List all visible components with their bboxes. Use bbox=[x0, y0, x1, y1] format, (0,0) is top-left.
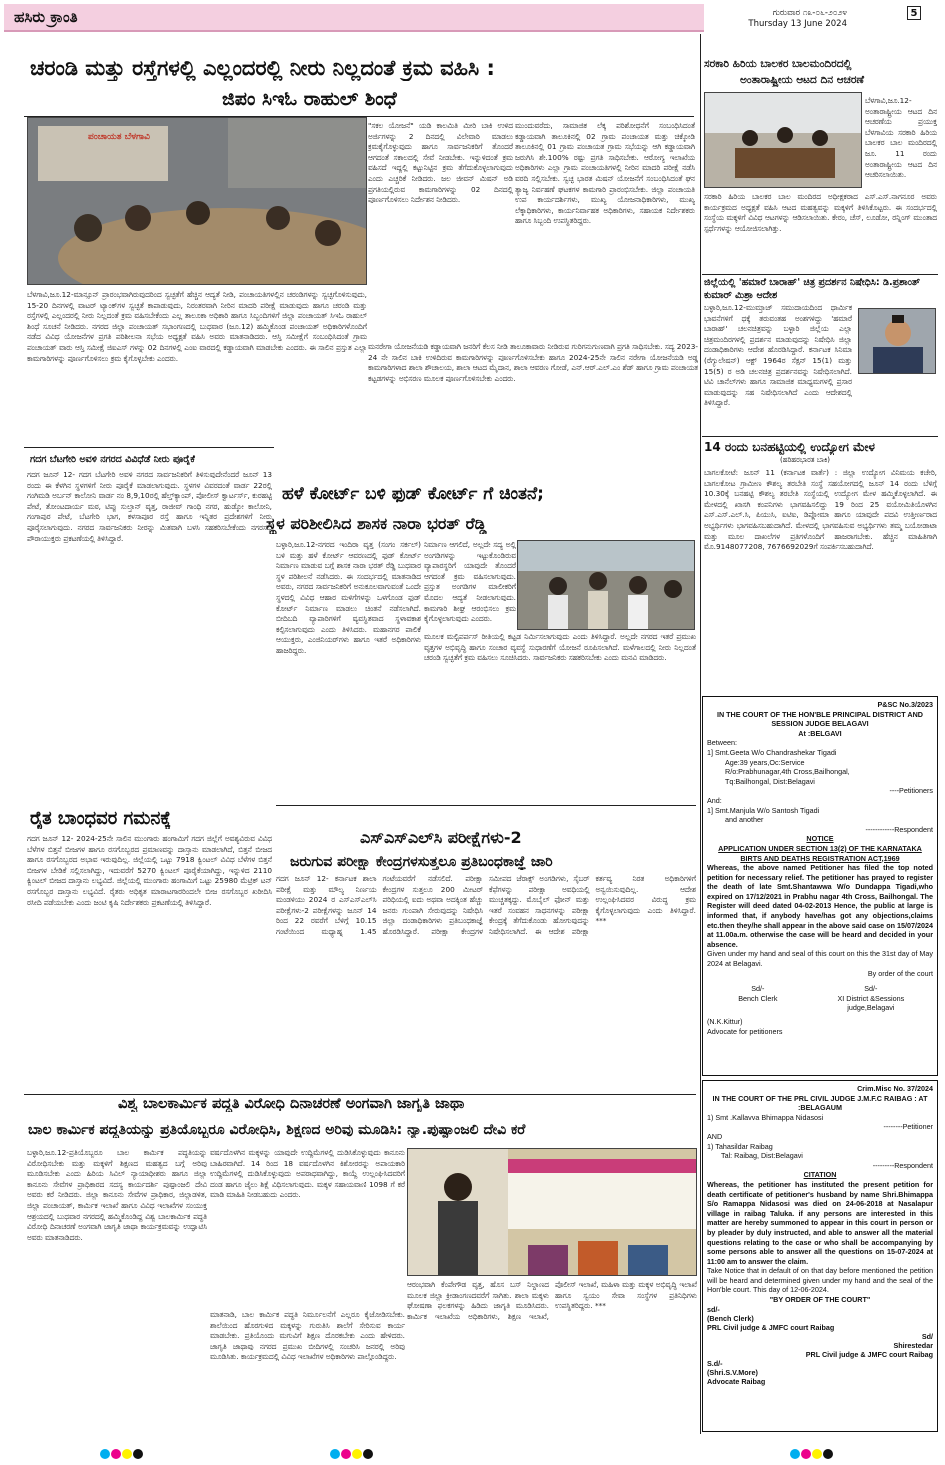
magenta-dot bbox=[341, 1449, 351, 1459]
awareness-event-photo bbox=[407, 1148, 697, 1276]
notice1-given: Given under my hand and seal of this court on this the 31st day of May 2024 at Belagavi. bbox=[707, 949, 933, 969]
child-labour-body-a: ಬಳ್ಳಾರಿ,ಜೂ.12-ಪ್ರತಿಯೊಬ್ಬರೂ ಬಾಲ ಕಾರ್ಮಿಕ ಪದ್ಧತಿಯನ್ನು ವಿರೋಧಿಸಬೇಕು ಮತ್ತು ಮಕ್ಕಳಿಗೆ ಶಿಕ್ಷಣದ ಮಹತ್ವದ ಬಗ್ಗೆ ಅರಿವು ಮೂಡಿಸಬೇಕು ಎಂದು ಹಿರಿಯ ಸಿವಿಲ್ ನ್ಯಾಯಾಧೀಶರು ಹಾಗೂ ಜಿಲ್ಲಾ ಕಾನೂನು ಸೇವೆಗಳ ಪ್ರಾಧಿಕಾರದ ಸದಸ್ಯ ಕಾರ್ಯದರ್ಶಿ ಪುಷ್ಪಾಂಜಲಿ ದೇವಿ ಅವರು ಕರೆ ನೀಡಿದರು. ಜಿಲ್ಲಾ ಕಾನೂನು ಸೇವೆಗಳ ಪ್ರಾಧಿಕಾರ, ಜಿಲ್ಲಾಡಳಿತ, ಜಿಲ್ಲಾ ಪಂಚಾಯತ್, ಕಾರ್ಮಿಕ ಇಲಾಖೆ ಹಾಗೂ ವಿವಿಧ ಇಲಾಖೆಗಳ ಸಂಯುಕ್ತ ಆಶ್ರಯದಲ್ಲಿ ಬುಧವಾರ ನಗರದಲ್ಲಿ ಹಮ್ಮಿಕೊಂಡಿದ್ದ ವಿಶ್ವ ಬಾಲಕಾರ್ಮಿಕ ಪದ್ಧತಿ ವಿರೋಧಿ ದಿನಾಚರಣೆ ಅಂಗವಾಗಿ ಜಾಗೃತಿ ಜಾಥಾ ಕಾರ್ಯಕ್ರಮವನ್ನು ಉದ್ಘಾಟಿಸಿ ಅವರು ಮಾತನಾಡಿದರು. bbox=[27, 1148, 207, 1242]
notice1-respondent: ------------Respondent bbox=[865, 824, 933, 834]
game-day-headline: ಸರಕಾರಿ ಹಿರಿಯ ಬಾಲಕರ ಬಾಲಮಂದಿರದಲ್ಲಿ bbox=[704, 58, 852, 70]
cyan-dot bbox=[790, 1449, 800, 1459]
notice2-r1: 1) Tahasildar Raibag bbox=[707, 1141, 773, 1151]
child-labour-body-c: ಮಾತನಾಡಿ, ಬಾಲ ಕಾರ್ಮಿಕ ಪದ್ಧತಿ ನಿರ್ಮೂಲನೆಗೆ ಎಲ್ಲರೂ ಕೈಜೋಡಿಸಬೇಕು. ಶಾಲೆಯಿಂದ ಹೊರಗುಳಿದ ಮಕ್ಕಳನ್ನು ಗುರುತಿಸಿ ಶಾಲೆಗೆ ಸೇರಿಸುವ ಕಾರ್ಯ ಮಾಡಬೇಕು. ಪ್ರತಿಯೊಂದು ಮಗುವಿಗೆ ಶಿಕ್ಷಣ ದೊರಕಬೇಕು ಎಂದು ಹೇಳಿದರು. ಜಾಗೃತಿ ಜಾಥಾವು ನಗರದ ಪ್ರಮುಖ ಬೀದಿಗಳಲ್ಲಿ ಸಂಚರಿಸಿ ಜನರಲ್ಲಿ ಅರಿವು ಮೂಡಿಸಿತು. ಕಾರ್ಯಕ್ರಮದಲ್ಲಿ ವಿವಿಧ ಇಲಾಖೆಗಳ ಅಧಿಕಾರಿಗಳು ಪಾಲ್ಗೊಂಡಿದ್ದರು. bbox=[210, 1310, 405, 1362]
notice1-judge: judge,Belagavi bbox=[847, 1003, 895, 1013]
divider bbox=[702, 274, 938, 275]
registration-dots-center bbox=[330, 1444, 374, 1463]
notice2-and: AND bbox=[707, 1131, 723, 1141]
meeting-photo bbox=[27, 117, 367, 285]
story1-subheadline: ಜಿಪಂ ಸಿಇಓ ರಾಹುಲ್ ಶಿಂಧೆ bbox=[222, 88, 397, 110]
food-court-headline: ಹಳೆ ಕೋರ್ಟ್ ಬಳಿ ಫುಡ್ ಕೋರ್ಟ್ ಗೆ ಚಿಂತನೆ; bbox=[282, 484, 544, 504]
food-court-body-a: ಬಳ್ಳಾರಿ,ಜೂ.12-ನಗರದ ಇಂದಿರಾ ವೃತ್ತ (ಸಂಗಂ ಸರ್ಕಲ್) ಬಳಿ ಮತ್ತು ಹಳೆ ಕೋರ್ಟ್ ಆವರಣದಲ್ಲಿ ಫುಡ್ ಕೋರ್ಟ್ ನಿರ್ಮಾಣ ಮಾಡುವ ಬಗ್ಗೆ ಶಾಸಕ ನಾರಾ ಭರತ್ ರೆಡ್ಡಿ ಬುಧವಾರ ಸ್ಥಳ ಪರಿಶೀಲನೆ ನಡೆಸಿದರು. ಈ ಸಂದರ್ಭದಲ್ಲಿ ಮಾತನಾಡಿದ ಅವರು, ನಗರದ ಸಾರ್ವಜನಿಕರಿಗೆ ಅನುಕೂಲವಾಗುವಂತೆ ಒಂದೇ ಸ್ಥಳದಲ್ಲಿ ವಿವಿಧ ಆಹಾರ ಮಳಿಗೆಗಳನ್ನು ಒಳಗೊಂಡ ಫುಡ್ ಕೋರ್ಟ್ ನಿರ್ಮಾಣ ಮಾಡಲು ಚಿಂತನೆ ನಡೆಸಲಾಗಿದೆ. ಬೀದಿಬದಿ ವ್ಯಾಪಾರಿಗಳಿಗೆ ವ್ಯವಸ್ಥಿತವಾದ ಸ್ಥಳಾವಕಾಶ ಕಲ್ಪಿಸಲಾಗುವುದು ಎಂದು ತಿಳಿಸಿದರು. ಮಹಾನಗರ ಪಾಲಿಕೆ ಆಯುಕ್ತರು, ಎಂಜಿನಿಯರ್‌ಗಳು ಹಾಗೂ ಇತರೆ ಅಧಿಕಾರಿಗಳು ಹಾಜರಿದ್ದರು. bbox=[276, 540, 421, 655]
notice1-sd1: Sd/- bbox=[751, 984, 765, 994]
divider bbox=[24, 447, 274, 448]
notice2-respondent: ---------Respondent bbox=[872, 1160, 933, 1170]
official-portrait-photo bbox=[858, 308, 936, 374]
child-labour-body-d: ಆರಂಭವಾಗಿ ಕೆಂಪೇಗೌಡ ವೃತ್ತ, ಹೊಸ ಬಸ್ ನಿಲ್ದಾಣದ ಮೂಲಕ ಜಿಲ್ಲಾ ಕ್ರೀಡಾಂಗಣದವರೆಗೆ ಸಾಗಿತು. ಶಾಲಾ ಮಕ್ಕಳು ಘೋಷಣಾ ಫಲಕಗಳನ್ನು ಹಿಡಿದು ಜಾಗೃತಿ ಮೂಡಿಸಿದರು. ಕಾರ್ಮಿಕ ಇಲಾಖೆಯ ಅಧಿಕಾರಿಗಳು, ಶಿಕ್ಷಣ ಇಲಾಖೆ, ಪೊಲೀಸ್ ಇಲಾಖೆ, ಮಹಿಳಾ ಮತ್ತು ಮಕ್ಕಳ ಅಭಿವೃದ್ಧಿ ಇಲಾಖೆ ಹಾಗೂ ಸ್ವಯಂ ಸೇವಾ ಸಂಸ್ಥೆಗಳ ಪ್ರತಿನಿಧಿಗಳು ಉಪಸ್ಥಿತರಿದ್ದರು. *** bbox=[407, 1280, 697, 1321]
yellow-dot bbox=[812, 1449, 822, 1459]
masthead-bar bbox=[4, 4, 704, 32]
notice2-r2: Tal: Raibag, Dist:Belagavi bbox=[721, 1151, 803, 1161]
notice1-order: By order of the court bbox=[867, 968, 933, 978]
farmers-notice-headline: ರೈತ ಬಾಂಧವರ ಗಮನಕ್ಕೆ bbox=[30, 808, 171, 829]
notice2-take: Take Notice that in default of on that day before mentioned the petition will be heard and determined given under my hand and the seal of the Hon'ble court. This day of 12-06-2024. bbox=[707, 1266, 933, 1295]
notice1-r2: and another bbox=[725, 815, 764, 825]
notice1-ref: P&SC No.3/2023 bbox=[877, 700, 933, 709]
notice2-adv-role: Advocate Raibag bbox=[707, 1376, 766, 1386]
notice2-sd1: sd/- bbox=[707, 1304, 720, 1314]
notice1-adv-role: Advocate for petitioners bbox=[707, 1026, 783, 1036]
farmers-notice-body: ಗದಗ ಜೂನ್ 12- 2024-25ನೇ ಸಾಲಿನ ಮುಂಗಾರು ಹಂಗಾಮಿಗೆ ಗದಗ ಜಿಲ್ಲೆಗೆ ಅವಶ್ಯವಿರುವ ವಿವಿಧ ಬೆಳೆಗಳ ಬಿತ್ತನೆ ಬೀಜಗಳ ಹಾಗೂ ರಸಗೊಬ್ಬರದ ಪ್ರಮಾಣವನ್ನು ದಾಸ್ತಾನು ಮಾಡಲಾಗಿದೆ, ಬಿತ್ತನೆ ಬೀಜದ ಹಾಗೂ ರಸಗೊಬ್ಬರದ ಅಭಾವ ಇರುವುದಿಲ್ಲ. ಜಿಲ್ಲೆಯಲ್ಲಿ ಒಟ್ಟು 7918 ಕ್ವಿಂಟಲ್ ವಿವಿಧ ಬೆಳೆಗಳ ಬಿತ್ತನೆ ಬೀಜಗಳ ಬೇಡಿಕೆ ಸಲ್ಲಿಸಲಾಗಿದ್ದು, ಇದುವರೆಗೆ 5270 ಕ್ವಿಂಟಲ್ ಪೂರೈಕೆಯಾಗಿದ್ದು, ಇನ್ನುಳಿದ 2110 ಕ್ವಿಂಟಲ್ ಬೀಜದ ದಾಸ್ತಾನು ಲಭ್ಯವಿದೆ. ಜಿಲ್ಲೆಯಲ್ಲಿ ಮುಂಗಾರು ಹಂಗಾಮಿಗೆ ಒಟ್ಟು 25980 ಮೆಟ್ರಿಕ್ ಟನ್ ರಸಗೊಬ್ಬರ ದಾಸ್ತಾನು ಲಭ್ಯವಿದೆ. ರೈತರು ಅಧಿಕೃತ ಮಾರಾಟಗಾರರಿಂದಲೇ ಬೀಜ ರಸಗೊಬ್ಬರ ಖರೀದಿಸಿ ರಸೀದಿ ಪಡೆಯಬೇಕು ಎಂದು ಜಂಟಿ ಕೃಷಿ ನಿರ್ದೇಶಕರು ಪ್ರಕಟಣೆಯಲ್ಲಿ ತಿಳಿಸಿದ್ದಾರೆ. bbox=[27, 834, 272, 907]
black-dot bbox=[363, 1449, 373, 1459]
registration-dots-left bbox=[100, 1444, 144, 1463]
notice1-and: And: bbox=[707, 795, 722, 805]
notice1-petitioners: ----Petitioners bbox=[889, 786, 933, 796]
notice1-application: APPLICATION UNDER SECTION 13(2) OF THE KARNATAKA BIRTS AND DEATHS REGISTRATION ACT,1969 bbox=[718, 843, 922, 863]
notice1-bench: Bench Clerk bbox=[738, 993, 778, 1003]
notice1-advocate: (N.K.Kittur) bbox=[707, 1017, 743, 1026]
notice2-prl2: PRL Civil judge & JMFC court Raibag bbox=[805, 1349, 933, 1359]
notice2-shir: Shirestedar bbox=[893, 1340, 933, 1350]
notice2-adv: (Shri.S.V.More) bbox=[707, 1367, 758, 1377]
job-fair-subhead: (ಹರಿಹರಭಾರತ ಬಾಕಿ) bbox=[780, 456, 830, 464]
mla-site-photo bbox=[517, 540, 695, 630]
film-ban-headline: ಜಿಲ್ಲೆಯಲ್ಲಿ 'ಹಮಾರೆ ಬಾರಾಹ್' ಚಿತ್ರ ಪ್ರದರ್ಶನ ನಿಷೇಧಿಸಿ: ಡಿ.ಪ್ರಶಾಂತ್ ಕುಮಾರ್ ಮಿಶ್ರಾ ಆದೇಶ bbox=[704, 277, 921, 301]
story1-body-d: ಮುಂದುವರೆದು, ಸಾಮಾಜಿಕ ಲೆಕ್ಕ ಪರಿಶೋಧನೆಗೆ ಸಂಬಂಧಿಸಿದಂತೆ ಕಡ್ಡಾಯವಾಗಿ ತಾಲೂಕಿನಲ್ಲಿ 02 ಗ್ರಾಮ ಪಂಚಾಯತ ಮತ್ತು ಚಿಕ್ಕೋಡಿ ತಾಲೂಕಿನಲ್ಲಿ 01 ಗ್ರಾಮ ಪಂಚಾಯತ ಗ್ರಾಮ ಸಭೆಯನ್ನು ಆಗಿ ಕಡ್ಡಾಯವಾಗಿ ಜರುಗಿಸಿ ಶೇ.100% ರಷ್ಟು ಪ್ರಗತಿ ಸಾಧಿಸಬೇಕು. ಆರೋಗ್ಯ ಇಲಾಖೆಯ ಅಧಿಕಾರಿಗಳು ಎಲ್ಲಾ ಗ್ರಾಮ ಪಂಚಾಯತಿಗಳಲ್ಲಿ ನೀರಿನ ಮಾದರಿ ಪರೀಕ್ಷೆ ನಡೆಸಿ ವರದಿ ಸಲ್ಲಿಸಬೇಕು. ಸ್ವಚ್ಛ ಭಾರತ ಮಿಷನ್ ಯೋಜನೆಗೆ ಸಂಬಂಧಿಸಿದಂತೆ ಘನ ತ್ಯಾಜ್ಯ ನಿರ್ವಹಣೆ ಘಟಕಗಳ ಕಾಮಗಾರಿ ಪ್ರಾರಂಭಿಸಬೇಕು. ಜಿಲ್ಲಾ ಪಂಚಾಯತಿ ಉಪ ಕಾರ್ಯದರ್ಶಿಗಳು, ಮುಖ್ಯ ಯೋಜನಾಧಿಕಾರಿಗಳು, ಮುಖ್ಯ ಲೆಕ್ಕಾಧಿಕಾರಿಗಳು, ಕಾರ್ಯನಿರ್ವಾಹಕ ಅಧಿಕಾರಿಗಳು, ಸಹಾಯಕ ನಿರ್ದೇಶಕರು ಹಾಗೂ ಸಿಬ್ಬಂದಿ ಉಪಸ್ಥಿತರಿದ್ದರು. bbox=[515, 121, 695, 226]
issue-date bbox=[748, 8, 847, 30]
issue-date-kannada: ಗುರುವಾರ ೧೩-೦೬-೨೦೨೪ bbox=[772, 8, 847, 18]
food-court-body-b: ನಿರ್ಮಾಣ ಆಗಲಿದೆ, ಅಲ್ಲದೇ ಸದ್ಯ ಅಲ್ಲಿ ಅಂಗಡಿಗಳನ್ನು ಇಟ್ಟುಕೊಂಡಿರುವ ವ್ಯಾಪಾರಸ್ಥರಿಗೆ ಯಾವುದೇ ತೊಂದರೆ ಆಗದಂತೆ ಕ್ರಮ ವಹಿಸಲಾಗುವುದು. ಪ್ರಸ್ತುತ ಅಂಗಡಿಗಳ ಮಾಲೀಕರಿಗೆ ಮೊದಲ ಆದ್ಯತೆ ನೀಡಲಾಗುವುದು. ಕಾಮಗಾರಿ ಶೀಘ್ರ ಆರಂಭಿಸಲು ಕ್ರಮ ಕೈಗೊಳ್ಳಲಾಗುವುದು ಎಂದರು. bbox=[424, 540, 516, 624]
photo-sign-text: ಪಂಚಾಯತ ಬೆಳಗಾವಿ bbox=[88, 132, 150, 142]
sslc-body: ಗದಗ ಜೂನ್ 12- ಕರ್ನಾಟಕ ಶಾಲಾ ಪರೀಕ್ಷೆ ಮತ್ತು ಮೌಲ್ಯ ನಿರ್ಣಯ ಮಂಡಳಿಯು 2024 ರ ಎಸ್‌ಎಸ್‌ಎಲ್‌ಸಿ ಪರೀಕ್ಷೆಗಳು-2 ಪರೀಕ್ಷೆಗಳನ್ನು ಜೂನ್ 14 ರಿಂದ 22 ರವರೆಗೆ ಬೆಳಿಗ್ಗೆ 10.15 ಗಂಟೆಯಿಂದ ಮಧ್ಯಾಹ್ನ 1.45 ಗಂಟೆಯವರೆಗೆ ನಡೆಸಲಿದೆ. ಪರೀಕ್ಷಾ ಕೇಂದ್ರಗಳ ಸುತ್ತಲೂ 200 ಮೀಟರ್ ಪರಿಧಿಯಲ್ಲಿ ಐದು ಅಥವಾ ಅದಕ್ಕಿಂತ ಹೆಚ್ಚು ಜನರು ಗುಂಪಾಗಿ ಸೇರುವುದನ್ನು ನಿಷೇಧಿಸಿ ಜಿಲ್ಲಾ ದಂಡಾಧಿಕಾರಿಗಳು ಪ್ರತಿಬಂಧಕಾಜ್ಞೆ ಹೊರಡಿಸಿದ್ದಾರೆ. ಪರೀಕ್ಷಾ ಕೇಂದ್ರಗಳ ಸಮೀಪದ ಜೆರಾಕ್ಸ್ ಅಂಗಡಿಗಳು, ಸೈಬರ್ ಕೆಫೆಗಳನ್ನು ಪರೀಕ್ಷಾ ಅವಧಿಯಲ್ಲಿ ಮುಚ್ಚತಕ್ಕದ್ದು. ಮೊಬೈಲ್ ಫೋನ್ ಮತ್ತು ಇತರೆ ಸಂವಹನ ಸಾಧನಗಳನ್ನು ಪರೀಕ್ಷಾ ಕೇಂದ್ರಕ್ಕೆ ತೆಗೆದುಕೊಂಡು ಹೋಗುವುದನ್ನು ನಿಷೇಧಿಸಲಾಗಿದೆ. ಈ ಆದೇಶ ಪರೀಕ್ಷಾ ಕರ್ತವ್ಯ ನಿರತ ಅಧಿಕಾರಿಗಳಿಗೆ ಅನ್ವಯಿಸುವುದಿಲ್ಲ. ಆದೇಶ ಉಲ್ಲಂಘಿಸಿದವರ ವಿರುದ್ಧ ಕ್ರಮ ಕೈಗೊಳ್ಳಲಾಗುವುದು ಎಂದು ತಿಳಿಸಿದ್ದಾರೆ. *** bbox=[276, 874, 696, 936]
yellow-dot bbox=[122, 1449, 132, 1459]
yellow-dot bbox=[352, 1449, 362, 1459]
notice1-sd2: Sd/- bbox=[864, 984, 878, 994]
notice2-order: "BY ORDER OF THE COURT" bbox=[769, 1295, 871, 1305]
notice2-ref: Crim.Misc No. 37/2024 bbox=[857, 1084, 933, 1093]
notice1-p1: 1] Smt.Geeta W/o Chandrashekar Tigadi bbox=[707, 747, 837, 757]
notice2-p1: 1) Smt .Kallavva Bhimappa Nidasosi bbox=[707, 1112, 824, 1122]
notice1-p2: Age:39 years,Oc:Service bbox=[725, 757, 805, 767]
notice2-court: IN THE COURT OF THE PRL CIVIL JUDGE J.M.F.C RAIBAG : AT :BELAGAUM bbox=[712, 1093, 928, 1113]
court-notice-1 bbox=[702, 696, 938, 1076]
notice1-court: IN THE COURT OF THE HON'BLE PRINCIPAL DISTRICT AND SESSION JUDGE BELAGAVI bbox=[716, 709, 924, 729]
notice2-prl: PRL Civil judge & JMFC court Raibag bbox=[707, 1322, 835, 1332]
notice1-r1: 1] Smt.Manjula W/o Santosh Tigadi bbox=[707, 805, 820, 815]
notice2-sd2: Sd/ bbox=[921, 1331, 933, 1341]
black-dot bbox=[133, 1449, 143, 1459]
notice1-p3: R/o:Prabhunagar,4th Cross,Bailhongal, bbox=[725, 767, 850, 777]
divider bbox=[276, 805, 696, 806]
film-ban-body: ಬಳ್ಳಾರಿ,ಜೂ.12-ಮುಮ್ತಾಜ್ ಸಮುದಾಯದಿಂದ ಧಾರ್ಮಿಕ ಭಾವನೆಗಳಿಗೆ ಧಕ್ಕೆ ತರುವಂತಹ ಅಂಶಗಳಿದ್ದು 'ಹಮಾರೆ ಬಾರಾಹ್' ಚಲನಚಿತ್ರವನ್ನು ಬಳ್ಳಾರಿ ಜಿಲ್ಲೆಯ ಎಲ್ಲಾ ಚಿತ್ರಮಂದಿರಗಳಲ್ಲಿ ಪ್ರದರ್ಶನ ಮಾಡುವುದನ್ನು ನಿಷೇಧಿಸಿ ಜಿಲ್ಲಾ ದಂಡಾಧಿಕಾರಿಗಳು ಆದೇಶ ಹೊರಡಿಸಿದ್ದಾರೆ. ಕರ್ನಾಟಕ ಸಿನಿಮಾ (ರೆಗ್ಯುಲೇಷನ್) ಆಕ್ಟ್ 1964ರ ಸೆಕ್ಷನ್ 15(1) ಮತ್ತು 15(5) ರ ಅಡಿ ಚಲನಚಿತ್ರ ಪ್ರದರ್ಶನವನ್ನು ನಿಷೇಧಿಸಲಾಗಿದೆ. ಟಿವಿ ಚಾನೆಲ್‌ಗಳು ಹಾಗೂ ಸಾಮಾಜಿಕ ಮಾಧ್ಯಮಗಳಲ್ಲಿ ಪ್ರಸಾರ ಮಾಡುವುದನ್ನು ಸಹ ನಿಷೇಧಿಸಲಾಗಿದೆ ಎಂದು ಆದೇಶದಲ್ಲಿ ತಿಳಿಸಿದ್ದಾರೆ. bbox=[704, 303, 852, 408]
notice1-p4: Tq:Bailhongal, Dist:Belagavi bbox=[725, 776, 815, 786]
divider bbox=[702, 436, 938, 437]
child-labour-body-b: ವರ್ಷದೊಳಗಿನ ಮಕ್ಕಳನ್ನು ಯಾವುದೇ ಉದ್ದಿಮೆಗಳಲ್ಲಿ ದುಡಿಸಿಕೊಳ್ಳುವುದು ಕಾನೂನು ಬಾಹಿರವಾಗಿದೆ. 14 ರಿಂದ 18 ವರ್ಷದೊಳಗಿನ ಕಿಶೋರರನ್ನು ಅಪಾಯಕಾರಿ ಉದ್ದಿಮೆಗಳಲ್ಲಿ ದುಡಿಸಿಕೊಳ್ಳುವುದು ಅಪರಾಧವಾಗಿದ್ದು, ಕಾಯ್ದೆ ಉಲ್ಲಂಘಿಸಿದವರಿಗೆ ದಂಡ ಹಾಗೂ ಜೈಲು ಶಿಕ್ಷೆ ವಿಧಿಸಲಾಗುವುದು. ಮಕ್ಕಳ ಸಹಾಯವಾಣಿ 1098 ಗೆ ಕರೆ ಮಾಡಿ ಮಾಹಿತಿ ನೀಡಬಹುದು ಎಂದರು. bbox=[210, 1148, 405, 1200]
water-supply-headline: ಗದಗ ಬೆಟಗೇರಿ ಅವಳಿ ನಗರದ ವಿವಿಧೆಡೆ ನೀರು ಪೂರೈಕೆ bbox=[30, 454, 195, 465]
children-games-photo bbox=[704, 92, 862, 188]
issue-date-english: Thursday 13 June 2024 bbox=[748, 19, 847, 29]
game-day-body-b: ಸರಕಾರಿ ಹಿರಿಯ ಬಾಲಕರ ಬಾಲ ಮಂದಿರದ ಅಧೀಕ್ಷಕರಾದ ಎಸ್.ಎಸ್.ನಾಗನೂರ ಅವರು ಕಾರ್ಯಕ್ರಮದ ಅಧ್ಯಕ್ಷತೆ ವಹಿಸಿ ಆಟದ ಮಹತ್ವವನ್ನು ಮಕ್ಕಳಿಗೆ ತಿಳಿಸಿಕೊಟ್ಟರು. ಈ ಸಂದರ್ಭದಲ್ಲಿ ಸಂಸ್ಥೆಯ ಮಕ್ಕಳಿಗೆ ವಿವಿಧ ಆಟಗಳನ್ನು ಆಡಿಸಲಾಯಿತು. ಕೇರಂ, ಚೆಸ್, ಲೂಡೋ, ರನ್ನಿಂಗ್ ಮುಂತಾದ ಸ್ಪರ್ಧೆಗಳನ್ನು ಆಯೋಜಿಸಲಾಗಿತ್ತು. bbox=[704, 192, 937, 233]
column-rule bbox=[700, 34, 701, 1434]
story1-body-b: "ಸಕಲ ಯೋಜನೆ" ಯಡಿ ಕಾಲಮಿತಿ ಮೀರಿ ಬಾಕಿ ಉಳಿದ ಅರ್ಜಿಗಳನ್ನು 2 ದಿನದಲ್ಲಿ ವಿಲೇವಾರಿ ಮಾಡಲು ಕ್ರಮಕೈಗೊಳ್ಳುವುದು ಹಾಗೂ ಸಾರ್ವಜನಿಕರಿಗೆ ತೊಂದರೆ ಆಗದಂತೆ ಸಕಾಲದಲ್ಲಿ ಸೇವೆ ನೀಡಬೇಕು. ಇನ್ನುಳಿದಂತೆ ಕ್ರಮ ವಹಿಸದೆ ಇದ್ದಲ್ಲಿ ಕಟ್ಟುನಿಟ್ಟಿನ ಕ್ರಮ ತೆಗೆದುಕೊಳ್ಳಲಾಗುವುದು ಎಂದು ಎಚ್ಚರಿಕೆ ನೀಡಿದರು. ಜಲ ಜೀವನ್ ಮಿಷನ್ ಅಡಿ ಪ್ರಗತಿಯಲ್ಲಿರುವ ಕಾಮಗಾರಿಗಳನ್ನು 02 ದಿನದಲ್ಲಿ ಪೂರ್ಣಗೊಳಿಸಲು ನಿರ್ದೇಶನ ನೀಡಿದರು. bbox=[368, 121, 513, 205]
notice1-title: NOTICE bbox=[806, 834, 834, 844]
registration-dots-right bbox=[790, 1444, 834, 1463]
notice1-at: At :BELGAVI bbox=[798, 728, 842, 738]
child-labour-headline: ವಿಶ್ವ ಬಾಲಕಾರ್ಮಿಕ ಪದ್ಧತಿ ವಿರೋಧಿ ದಿನಾಚರಣೆ ಅಂಗವಾಗಿ ಜಾಗೃತಿ ಜಾಥಾ bbox=[118, 1096, 465, 1112]
job-fair-headline: 14 ರಂದು ಬನಹಟ್ಟಿಯಲ್ಲಿ ಉದ್ಯೋಗ ಮೇಳ bbox=[704, 440, 875, 454]
notice2-text: Whereas, the petitioner has instituted the present petition for death certificate of petitioner's husband by name Shri.Bhimappa S/o Ramappa Nidasosi was died on 24-06-2018 at Nasalapur village in raibag Taluka. if any persons are interested in this matter are hereby summoned to appear in this court in person or by pleader by duly instructed, and able to answer all the material questions relating to the case or who shall be accompanying by some persons able to answer all the questions on 15-07-2024 at 11:00 am to answer the claim. bbox=[707, 1179, 933, 1266]
divider bbox=[24, 1094, 696, 1095]
sslc-headline: ಎಸ್‌ಎಸ್‌ಎಲ್‌ಸಿ ಪರೀಕ್ಷೆಗಳು-2 bbox=[360, 828, 522, 847]
cyan-dot bbox=[100, 1449, 110, 1459]
notice2-citation: CITATION bbox=[803, 1170, 837, 1180]
sslc-subheadline: ಜರುಗುವ ಪರೀಕ್ಷಾ ಕೇಂದ್ರಗಳಸುತ್ತಲೂ ಪ್ರತಿಬಂಧಕಾಜ್ಞೆ ಜಾರಿ bbox=[290, 854, 553, 870]
court-notice-2 bbox=[702, 1080, 938, 1432]
story1-body-c: ಮನರೇಗಾ ಯೋಜನೆಯಡಿ ಕಡ್ಡಾಯವಾಗಿ ಜನರಿಗೆ ಕೆಲಸ ನೀಡಿ ತಾಲೂಕಾವಾರು ನೀಡಿರುವ ಗುರಿಗನುಗುಣವಾಗಿ ಪ್ರಗತಿ ಸಾಧಿಸಬೇಕು. ಸದ್ಯ 2023-24 ನೇ ಸಾಲಿನ ಬಾಕಿ ಉಳಿದಿರುವ ಕಾಮಗಾರಿಗಳನ್ನು ಪೂರ್ಣಗೊಳಿಸಬೇಕು ಹಾಗೂ 2024-25ನೇ ಸಾಲಿನ ನರೇಗಾ ಯೋಜನೆಯಡಿ ಅಡ್ಡ ಕಾಮಗಾರಿಗಳಾದ ಶಾಲಾ ಶೌಚಾಲಯ, ಶಾಲಾ ಆಟದ ಮೈದಾನ, ಶಾಲಾ ಆವರಣ ಗೋಡೆ, ಎನ್.ಆರ್.ಎಲ್.ಎಂ ಶೆಡ್ ಹಾಗೂ ಗ್ರಾಮ ಪಂಚಾಯತ ಕಟ್ಟಡಗಳನ್ನು ಅಭಿಸರಣ ಮೂಲಕ ಪೂರ್ಣಗೊಳಿಸಬೇಕು ಎಂದರು. bbox=[368, 342, 698, 383]
page-number: 5 bbox=[907, 6, 921, 20]
notice2-bench: (Bench Clerk) bbox=[707, 1313, 754, 1323]
magenta-dot bbox=[801, 1449, 811, 1459]
food-court-subheadline: ಸ್ಥಳ ಪರಿಶೀಲಿಸಿದ ಶಾಸಕ ನಾರಾ ಭರತ್ ರೆಡ್ಡಿ bbox=[266, 514, 487, 533]
story1-headline: ಚರಂಡಿ ಮತ್ತು ರಸ್ತೆಗಳಲ್ಲಿ ಎಲ್ಲಂದರಲ್ಲಿ ನೀರು ನಿಲ್ಲದಂತೆ ಕ್ರಮ ವಹಿಸಿ : bbox=[30, 56, 495, 80]
job-fair-body: ಬಾಗಲಕೋಟೆ: ಜೂನ್ 11 (ಕರ್ನಾಟಕ ವಾರ್ತೆ) : ಜಿಲ್ಲಾ ಉದ್ಯೋಗ ವಿನಿಮಯ ಕಚೇರಿ, ಬಾಗಲಕೋಟ ಗ್ರಾಮೀಣ ಕೌಶಲ್ಯ ತರಬೇತಿ ಸಂಸ್ಥೆ ಸಹಯೋಗದಲ್ಲಿ ಜೂನ್ 14 ರಂದು ಬೆಳಿಗ್ಗೆ 10.30ಕ್ಕೆ ಬನಹಟ್ಟಿ ಕೌಶಲ್ಯ ತರಬೇತಿ ಸಂಸ್ಥೆಯಲ್ಲಿ ಉದ್ಯೋಗ ಮೇಳ ಹಮ್ಮಿಕೊಳ್ಳಲಾಗಿದೆ. ಈ ಮೇಳದಲ್ಲಿ ಖಾಸಗಿ ಕಂಪನಿಗಳು ಭಾಗವಹಿಸಲಿದ್ದು 19 ರಿಂದ 25 ವಯೋಮಿತಿಯೊಳಗಿನ ಎಸ್.ಎಸ್.ಎಲ್.ಸಿ, ಪಿಯುಸಿ, ಐಟಿಐ, ಡಿಪ್ಲೋಮಾ ಹಾಗೂ ಯಾವುದೇ ಪದವಿ ಉತ್ತೀರ್ಣರಾದ ಅಭ್ಯರ್ಥಿಗಳು ಭಾಗವಹಿಸಬಹುದಾಗಿದೆ. ಮೇಳದಲ್ಲಿ ಭಾಗವಹಿಸುವ ಅಭ್ಯರ್ಥಿಗಳು ತಮ್ಮ ಬಯೋಡಾಟಾ ಮತ್ತು ಮೂಲ ದಾಖಲೆಗಳ ಪ್ರತಿಗಳೊಂದಿಗೆ ಹಾಜರಾಗಬೇಕು. ಹೆಚ್ಚಿನ ಮಾಹಿತಿಗಾಗಿ ಮೊ.9148077208, 7676692029ಗೆ ಸಂಪರ್ಕಿಸಬಹುದಾಗಿದೆ. bbox=[704, 468, 937, 552]
game-day-body-a: ಬೆಳಗಾವಿ,ಜೂ.12- ಅಂತಾರಾಷ್ಟ್ರೀಯ ಆಟದ ದಿನ ಆಚರಣೆಯ ಪ್ರಯುಕ್ತ ಬೆಳಗಾವಿಯ ಸರಕಾರಿ ಹಿರಿಯ ಬಾಲಕರ ಬಾಲ ಮಂದಿರದಲ್ಲಿ ಜೂ. 11 ರಂದು ಅಂತಾರಾಷ್ಟ್ರೀಯ ಆಟದ ದಿನ ಆಚರಿಸಲಾಯಿತು. bbox=[865, 96, 937, 180]
notice1-text: Whereas, the above named Petitioner has filed the top noted petition for necessary relief. The petitioner has prayed to register the death of late Smt.Shantawwa W/o Dundappa Tigadi,who expired on 17/12/2021 in Prabhu nagar 4th Cross, Bailhongal. The Register will deed dated 04-02-2013 Hence, the public at large is informed that, if anybody have/has got any objections,claims etc.then they/he shall appear in the above said case on 15/07/2024 at 11.00a.m. otherwise the case will be heard and decided in your absence. bbox=[707, 863, 933, 949]
story1-body-a: ಬೆಳಗಾವಿ,ಜೂ.12-ಮಾನ್ಸೂನ್ ಪ್ರಾರಂಭವಾಗಿರುವುದರಿಂದ ಸ್ವಚ್ಛತೆಗೆ ಹೆಚ್ಚಿನ ಆದ್ಯತೆ ನೀಡಿ, ಪಂಚಾಯತಿಗಳಲ್ಲಿನ ಚರಂಡಿಗಳನ್ನು ಸ್ವಚ್ಛಗೊಳಿಸುವುದು, 15-20 ದಿನಗಳಲ್ಲಿ ವಾಟರ್ ಟ್ಯಾಂಕ್‌ಗಳ ಸ್ವಚ್ಛತೆ ಕಾಪಾಡುವುದು, ನಿರಂತರವಾಗಿ ನೀರಿನ ಮಾದರಿ ಪರೀಕ್ಷೆ ಮಾಡುವುದು ಹಾಗೂ ಚರಂಡಿ ಮತ್ತು ರಸ್ತೆಗಳಲ್ಲಿ ಎಲ್ಲಂದರಲ್ಲಿ ನೀರು ನಿಲ್ಲದಂತೆ ಕ್ರಮ ವಹಿಸಬೇಕೆಂದು ಎಲ್ಲ ತಾಲೂಕಾ ಅಧಿಕಾರಿ ಹಾಗೂ ಸಿಬ್ಬಂದಿಗಳಿಗೆ ಜಿಲ್ಲಾ ಪಂಚಾಯತ್ ಸಿಇಓ ರಾಹುಲ್ ಶಿಂಧೆ ಸೂಚನೆ ನೀಡಿದರು. ನಗರದ ಜಿಲ್ಲಾ ಪಂಚಾಯತ್ ಸಭಾಂಗಣದಲ್ಲಿ ಬುಧವಾರ (ಜೂ.12) ಹಮ್ಮಿಕೊಂಡ ಪಂಚಾಯತ್ ಅಧಿಕಾರಿಗಳೊಂದಿಗೆ ನಡೆದ ವಿವಿಧ ಯೋಜನೆಗಳ ಪ್ರಗತಿ ಪರಿಶೀಲನಾ ಸಭೆಯ ಅಧ್ಯಕ್ಷತೆ ವಹಿಸಿ ಅವರು ಮಾತನಾಡಿದರು. ಆಸ್ತಿ ಸಮೀಕ್ಷೆಗೆ ಸಂಬಂಧಿಸಿದಂತೆ ಗ್ರಾಮ ಪಂಚಾಯತ್ ವಾರು ಆಸ್ತಿ ಸಮೀಕ್ಷೆ ಜಿಐಎಸ್ ಗಳನ್ನು 02 ದಿನಗಳಲ್ಲಿ ಎಂಐ ವಾರದಲ್ಲಿ ಕಡ್ಡಾಯವಾಗಿ ಮಾಡಬೇಕು ಎಂದರು. ಈ ಸಾಲಿನ ಪ್ರಸ್ತುತ ಎಲ್ಲಾ ಕಾಮಗಾರಿಗಳನ್ನು ಪೂರ್ಣಗೊಳಿಸಲು ಕ್ರಮ ಕೈಗೊಳ್ಳಬೇಕು ಎಂದರು. bbox=[27, 290, 367, 363]
notice2-sd3: S.d/- bbox=[707, 1358, 723, 1368]
water-supply-body: ಗದಗ ಜೂನ್ 12- ಗದಗ ಬೆಟಗೇರಿ ಅವಳಿ ನಗರದ ಸಾರ್ವಜನಿಕರಿಗೆ ತಿಳಿಸುವುದೇನೆಂದರೆ ಜೂನ್ 13 ರಂದು ಈ ಕೆಳಗಿನ ಸ್ಥಳಗಳಿಗೆ ನೀರು ಪೂರೈಕೆ ಮಾಡಲಾಗುವುದು. ಸ್ಥಳಗಳ ವಿವರದಂತೆ ವಾರ್ಡ 22ರಲ್ಲಿ ಗಂಗಿಮಡಿ ಅರ್ಬನ್ ಕಾಲೋನಿ ವಾರ್ಡ ನಂ 8,9,10ರಲ್ಲಿ ಹೆಲ್ತ್‌ಕ್ಯಾಂಪ್, ಪೋಲೀಸ್ ಕ್ವಾರ್ಟರ್ಸ್, ಕುರಹಟ್ಟಿ ಪೇಟೆ, ತೋಂಟದಾರ್ಯ ಮಠ, ಟಿಪ್ಪು ಸುಲ್ತಾನ್ ವೃತ್ತ, ರಾಜೀವ್ ಗಾಂಧಿ ನಗರ, ಹುಡ್ಕೋ ಕಾಲೋನಿ, ಗಂಗಾಪುರ ಪೇಟೆ, ಬೆಟಗೇರಿ ಭಾಗ, ಕಳಸಾಪೂರ ರಸ್ತೆ ಹಾಗೂ ಇನ್ನಿತರ ಪ್ರದೇಶಗಳಿಗೆ ನೀರು ಪೂರೈಸಲಾಗುವುದು. ನಗರದ ಸಾರ್ವಜನಿಕರು ನೀರನ್ನು ಮಿತವಾಗಿ ಬಳಸಿ ಸಹಕರಿಸಬೇಕೆಂದು ನಗರಸಭೆ ಪೌರಾಯುಕ್ತರು ಪ್ರಕಟಣೆಯಲ್ಲಿ ತಿಳಿಸಿದ್ದಾರೆ. bbox=[27, 470, 272, 543]
food-court-body-c: ಮೂಲಕ ಮಲ್ಟಿಪರ್ಪಸ್ ರೀತಿಯಲ್ಲಿ ಕಟ್ಟಡ ನಿರ್ಮಿಸಲಾಗುವುದು ಎಂದು ತಿಳಿಸಿದ್ದಾರೆ. ಅಲ್ಲದೇ ನಗರದ ಇತರೆ ಪ್ರಮುಖ ವೃತ್ತಗಳ ಅಭಿವೃದ್ಧಿ ಹಾಗೂ ಸಂಚಾರ ವ್ಯವಸ್ಥೆ ಸುಧಾರಣೆಗೆ ಯೋಜನೆ ರೂಪಿಸಲಾಗಿದೆ. ಮಳೆಗಾಲದಲ್ಲಿ ನೀರು ನಿಲ್ಲದಂತೆ ಚರಂಡಿ ಸ್ವಚ್ಛತೆಗೆ ಕ್ರಮ ವಹಿಸಲು ಸೂಚಿಸಿದರು. ಸಾರ್ವಜನಿಕರು ಸಹಕರಿಸಬೇಕು ಎಂದು ಮನವಿ ಮಾಡಿದರು. bbox=[424, 632, 696, 663]
black-dot bbox=[823, 1449, 833, 1459]
child-labour-subheadline: ಬಾಲ ಕಾರ್ಮಿಕ ಪದ್ಧತಿಯನ್ನು ಪ್ರತಿಯೊಬ್ಬರೂ ವಿರೋಧಿಸಿ, ಶಿಕ್ಷಣದ ಅರಿವು ಮೂಡಿಸಿ: ನ್ಯಾ.ಪುಷ್ಪಾಂಜಲಿ ದೇವಿ ಕರೆ bbox=[28, 1122, 526, 1138]
notice1-between: Between: bbox=[707, 738, 737, 748]
notice1-xi: XI District &Sessions bbox=[837, 993, 905, 1003]
magenta-dot bbox=[111, 1449, 121, 1459]
newspaper-name: ಹಸಿರು ಕ್ರಾಂತಿ bbox=[14, 8, 78, 26]
notice2-petitioner: --------Petitioner bbox=[883, 1122, 933, 1132]
game-day-subheadline: ಅಂತಾರಾಷ್ಟ್ರೀಯ ಆಟದ ದಿನ ಆಚರಣೆ bbox=[740, 74, 865, 86]
cyan-dot bbox=[330, 1449, 340, 1459]
